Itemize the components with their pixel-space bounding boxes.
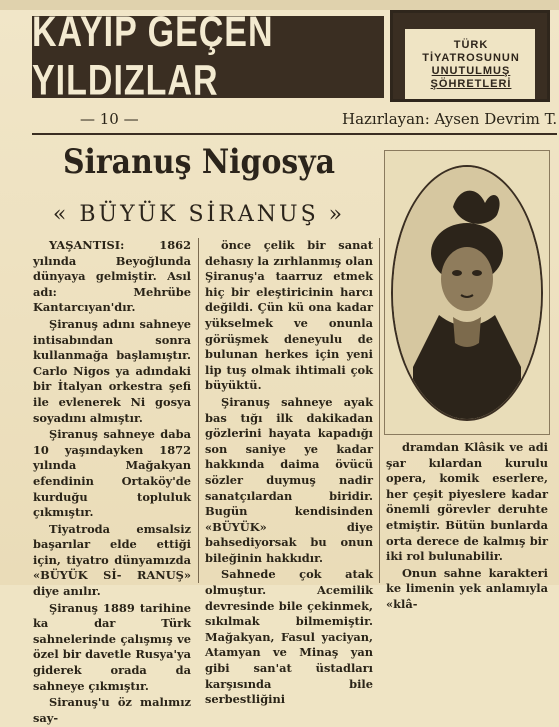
curtain-right-icon <box>535 13 547 99</box>
article-subheadline: « BÜYÜK SİRANUŞ » <box>52 202 346 227</box>
column-divider <box>379 238 380 583</box>
portrait-oval-photo-icon <box>391 165 543 421</box>
page-number: — 10 — <box>80 110 139 128</box>
column-divider <box>198 238 199 583</box>
theatre-line: TÜRK <box>453 39 489 51</box>
woman-portrait-icon <box>393 167 541 419</box>
theatre-line: UNUTULMUŞ <box>431 65 511 77</box>
banner-title: KAYIP GEÇEN YILDIZLAR <box>32 8 274 105</box>
theatre-line: TİYATROSUNUN <box>422 52 520 64</box>
paragraph: dramdan Klâsik ve adi şar kılardan kurulu opera, komik eserlere, her çeşit piyeslere kadar önemli görevler deruhte etmiştir. Bütün bunlarda orta derece de kalmış bir iki rol bulunabilir. <box>386 440 548 564</box>
paragraph: Şiranuş sahneye ayak bas tığı ilk dakikadan gözlerini hayata kapadığı son saniye ye kadar hakkında daima övücü sözler duymuş nadir sanatçılardan biridir. Bugün kendisinden «BÜYÜK» diye bahsediyorsak bu onun bileğinin hakkıdır. <box>205 394 373 565</box>
paragraph: YAŞANTISI: 1862 yılında Beyoğlunda dünyaya gelmiştir. Asıl adı: Mehrübe Kantarcıyan'dır. <box>33 238 191 315</box>
header-rule <box>32 133 557 135</box>
article-column-3 <box>386 440 548 614</box>
article-column-2 <box>205 238 373 709</box>
paragraph: Şiranuş sahneye daba 10 yaşındayken 1872 yılında Mağakyan efendinin Ortaköy'de kurduğu topluluk çıkmıştır. <box>33 427 191 520</box>
curtain-top-icon <box>393 13 547 29</box>
theatre-caption <box>407 39 535 91</box>
article-column-1 <box>33 238 191 727</box>
paragraph: önce çelik bir sanat dehasıy la zırhlanmış olan Şiranuş'a taarruz etmek hiç bir eleştiricinin harcı değildi. Çün kü ona kadar yükselmek ve onunla görüşmek deneyulu de bulunan herkes için yeni lip tuş olmak ihtimali çok büyüktü. <box>205 238 373 393</box>
theatre-curtain-box <box>390 10 550 102</box>
preparer-credit: Hazırlayan: Aysen Devrim T. <box>342 110 558 128</box>
paragraph: Onun sahne karakteri ke limenin yek anlamıyla «klâ- <box>386 565 548 611</box>
paragraph: Sahnede çok atak olmuştur. Acemilik devresinde bile çekinmek, sıkılmak bilmemiştir. Mağakyan, Fasul yaciyan, Atamyan ve Minaş yan gibi san'at üstadları karşısında bile serbestliğini <box>205 567 373 707</box>
paragraph: Siranuş'u öz malımız say- <box>33 695 191 725</box>
theatre-line: ŞÖHRETLERİ <box>430 78 512 90</box>
article-headline: Siranuş Nigosya <box>62 142 336 182</box>
paragraph: Tiyatroda emsalsiz başarılar elde ettiği için, tiyatro dünyamızda «BÜYÜK Sİ- RANUŞ» diye anılır. <box>33 521 191 599</box>
curtain-left-icon <box>393 13 405 99</box>
paragraph: Şiranuş 1889 tarihine ka dar Türk sahnelerinde çalışmış ve özel bir davetle Rusya'ya giderek orada da sahneye çıkmıştır. <box>33 600 191 693</box>
paragraph: Şiranuş adını sahneye intisabından sonra kullanmağa başlamıştır. Carlo Nigos ya adındaki bir İtalyan orkestra şefi ile evlenerek Ni gosya soyadını almıştır. <box>33 316 191 425</box>
section-banner <box>32 8 384 105</box>
portrait-photo <box>384 150 550 435</box>
